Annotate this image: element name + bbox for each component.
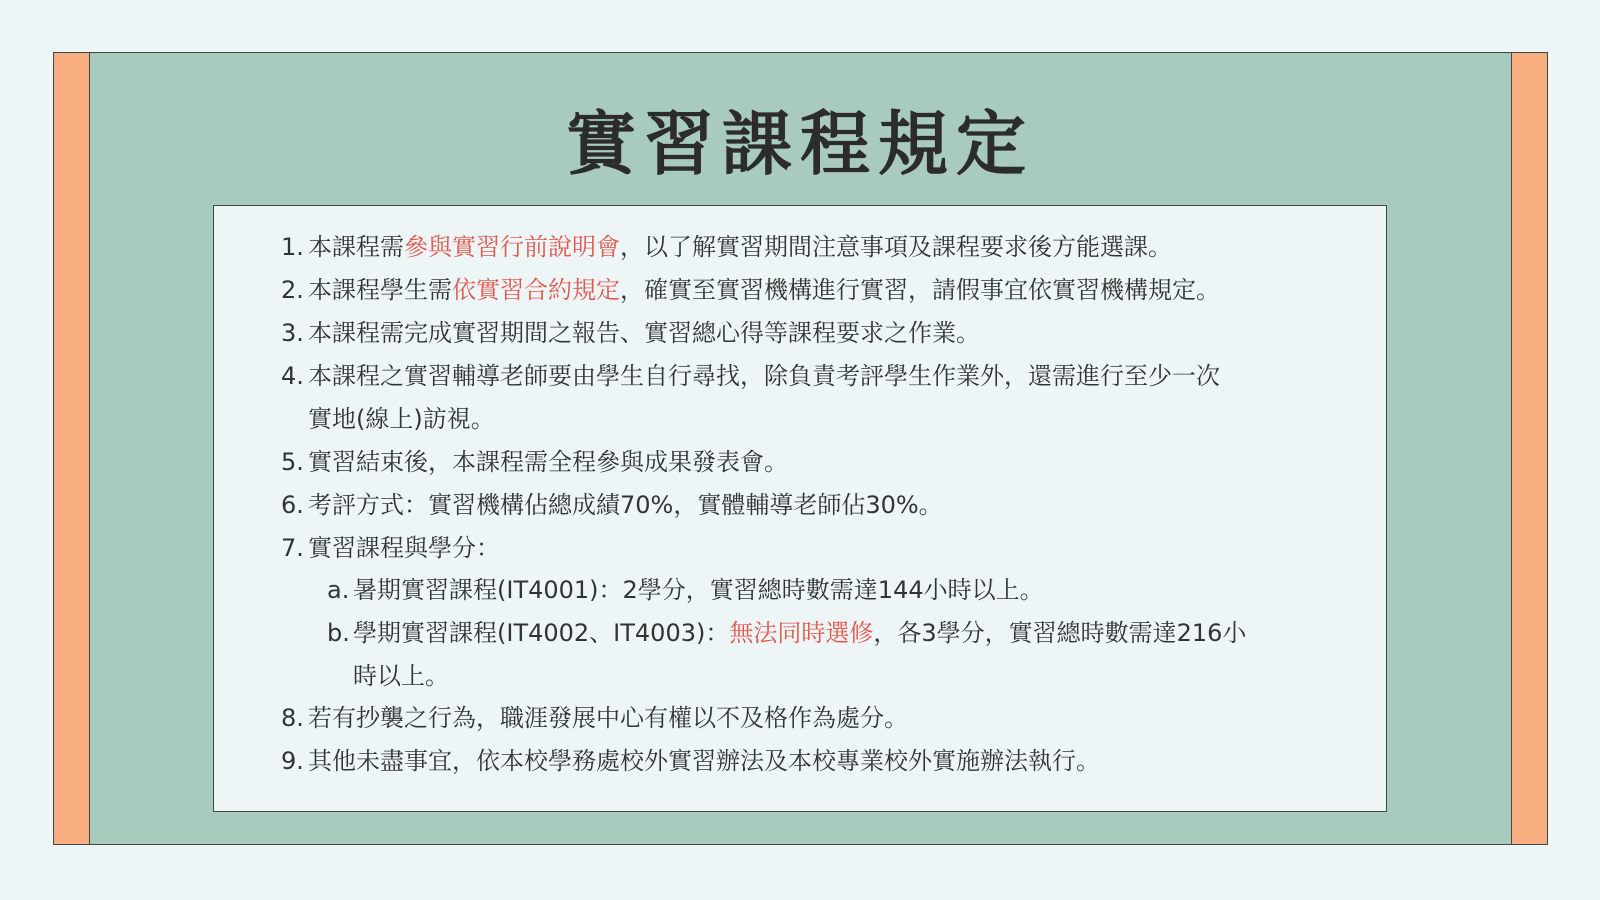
rule-text: 實地(線上)訪視。 [308,405,495,433]
rule-number: a. [327,576,350,604]
rule-highlight: 依實習合約規定 [452,276,620,304]
rule-text: 其他未盡事宜，依本校學務處校外實習辦法及本校專業校外實施辦法執行。 [308,747,1100,775]
rule-text: 學期實習課程(IT4002、IT4003)： [353,619,730,647]
rule-text: ，各3學分，實習總時數需達216小 [873,619,1247,647]
rule-item-5 [281,447,788,477]
rule-highlight: 參與實習行前說明會 [404,233,620,261]
rule-number: 6. [281,491,304,519]
rule-text: 本課程需完成實習期間之報告、實習總心得等課程要求之作業。 [308,319,980,347]
rule-subitem-b-continuation [353,661,449,691]
rule-number: b. [327,619,350,647]
rule-subitem-b [327,618,1246,648]
rule-number: 1. [281,233,304,261]
rule-number: 3. [281,319,304,347]
page-title: 實習課程規定 [566,102,1034,185]
rule-item-9 [281,746,1100,776]
rule-subitem-a [327,575,1044,605]
rule-item-4-continuation [308,404,495,434]
rule-number: 2. [281,276,304,304]
rule-item-2 [281,275,1220,305]
rule-number: 5. [281,448,304,476]
rule-number: 4. [281,362,304,390]
rule-text: 本課程學生需 [308,276,452,304]
rule-item-3 [281,318,980,348]
rule-number: 9. [281,747,304,775]
rule-text: 實習課程與學分： [308,534,500,562]
rule-text: 時以上。 [353,662,449,690]
rule-item-7 [281,533,500,563]
rule-text: 本課程需 [308,233,404,261]
rule-text: ，確實至實習機構進行實習，請假事宜依實習機構規定。 [620,276,1220,304]
rule-item-6 [281,490,943,520]
rule-text: 暑期實習課程(IT4001)：2學分，實習總時數需達144小時以上。 [353,576,1044,604]
rule-text: 本課程之實習輔導老師要由學生自行尋找，除負責考評學生作業外，還需進行至少一次 [308,362,1220,390]
rule-text: 實習結束後，本課程需全程參與成果發表會。 [308,448,788,476]
rule-text: 若有抄襲之行為，職涯發展中心有權以不及格作為處分。 [308,704,908,732]
rule-item-4 [281,361,1220,391]
rule-item-8 [281,703,908,733]
rule-number: 8. [281,704,304,732]
rule-text: ，以了解實習期間注意事項及課程要求後方能選課。 [620,233,1172,261]
rule-text: 考評方式：實習機構佔總成績70%，實體輔導老師佔30%。 [308,491,943,519]
rule-highlight: 無法同時選修 [729,619,874,647]
rule-item-1 [281,232,1172,262]
rule-number: 7. [281,534,304,562]
